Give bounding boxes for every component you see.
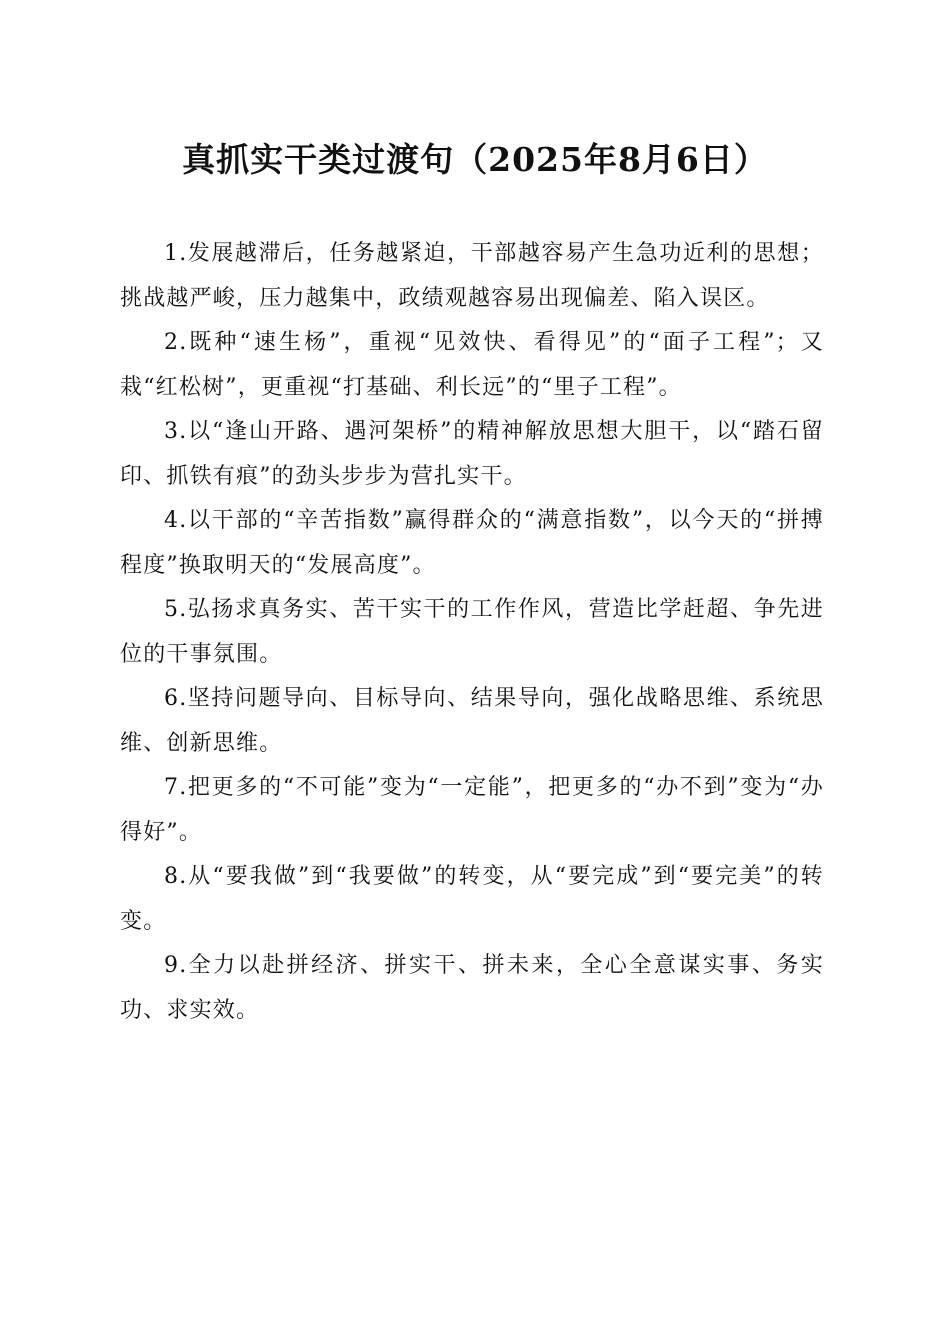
paragraph-7: 7.把更多的“不可能”变为“一定能”，把更多的“办不到”变为“办得好”。 (120, 775, 824, 845)
paragraph-9: 9.全力以赴拼经济、拼实干、拼未来，全心全意谋实事、务实功、求实效。 (120, 953, 824, 1023)
paragraph-3: 3.以“逢山开路、遇河架桥”的精神解放思想大胆干，以“踏石留印、抓铁有痕”的劲头步步为营扎实干。 (120, 419, 824, 489)
paragraph-1: 1.发展越滞后，任务越紧迫，干部越容易产生急功近利的思想；挑战越严峻，压力越集中，政绩观越容易出现偏差、陷入误区。 (120, 241, 824, 311)
paragraph-8: 8.从“要我做”到“我要做”的转变，从“要完成”到“要完美”的转变。 (120, 864, 824, 934)
paragraph-4: 4.以干部的“辛苦指数”赢得群众的“满意指数”，以今天的“拼搏程度”换取明天的“发展高度”。 (120, 508, 824, 578)
paragraph-5: 5.弘扬求真务实、苦干实干的工作作风，营造比学赶超、争先进位的干事氛围。 (120, 597, 824, 667)
paragraph-2: 2.既种“速生杨”，重视“见效快、看得见”的“面子工程”；又栽“红松树”，更重视“打基础、利长远”的“里子工程”。 (120, 330, 824, 400)
paragraph-6: 6.坚持问题导向、目标导向、结果导向，强化战略思维、系统思维、创新思维。 (120, 686, 824, 756)
document-title: 真抓实干类过渡句（2025年8月6日） (182, 140, 768, 179)
document-body (120, 232, 824, 1033)
